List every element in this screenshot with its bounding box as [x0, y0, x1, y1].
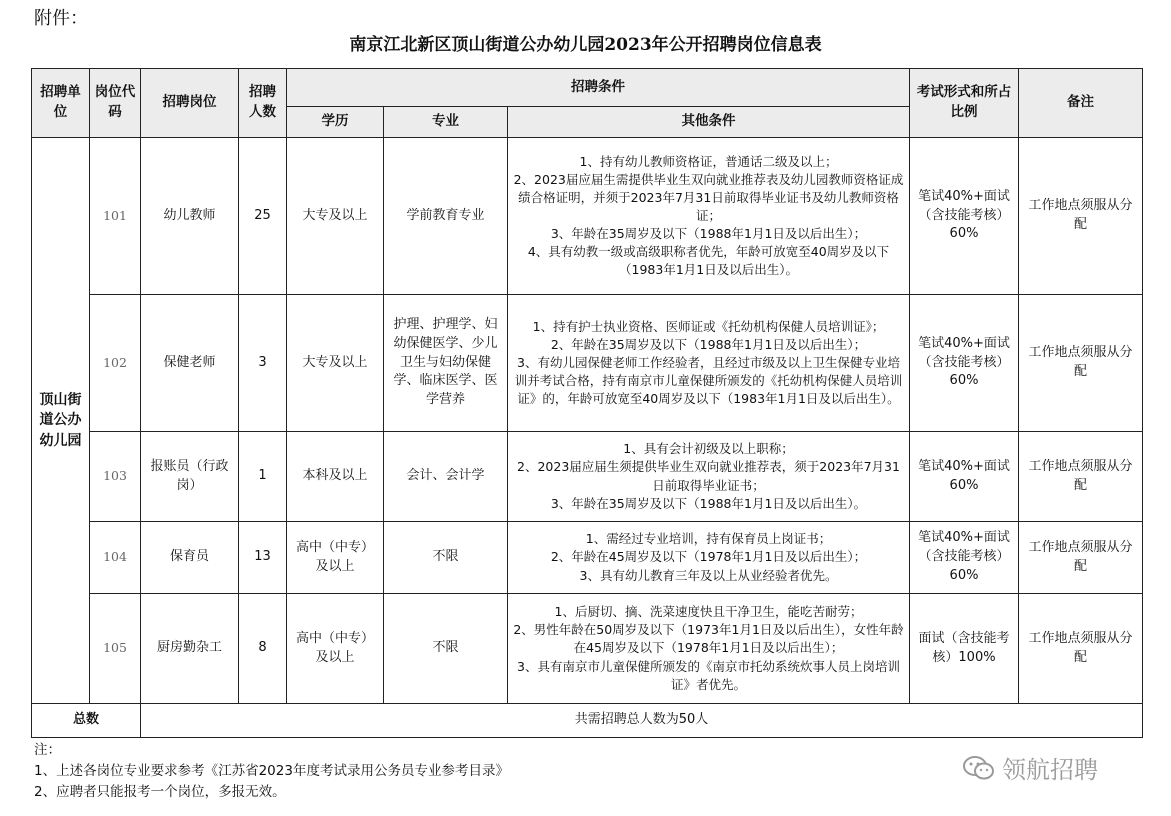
condition-item: 2、年龄在45周岁及以下（1978年1月1日及以后出生）；: [550, 549, 867, 565]
major: 不限: [384, 522, 508, 594]
position-count: 13: [239, 522, 287, 594]
other-conditions: [508, 295, 910, 432]
header-other: 其他条件: [508, 107, 910, 138]
wechat-icon: [962, 754, 996, 782]
header-conditions: 招聘条件: [287, 69, 910, 107]
position-code: 101: [90, 138, 141, 295]
position-name: 保健老师: [141, 295, 239, 432]
unit-name: 顶山街道公办幼儿园: [32, 138, 90, 704]
remark: 工作地点须服从分配: [1019, 522, 1143, 594]
education: 大专及以上: [287, 295, 384, 432]
header-education: 学历: [287, 107, 384, 138]
major: 会计、会计学: [384, 432, 508, 522]
header-exam: 考试形式和所占比例: [910, 69, 1019, 138]
condition-item: 3、年龄在35周岁及以下（1988年1月1日及以后出生）。: [550, 495, 867, 511]
remark: 工作地点须服从分配: [1019, 138, 1143, 295]
watermark: [962, 750, 1098, 785]
header-count: 招聘人数: [239, 69, 287, 138]
exam-ratio: 笔试40%+面试（含技能考核）60%: [910, 138, 1019, 295]
table-row: [32, 522, 1143, 594]
recruitment-table: [31, 68, 1143, 738]
total-row: [32, 704, 1143, 738]
header-major: 专业: [384, 107, 508, 138]
total-text: 共需招聘总人数为50人: [141, 704, 1143, 738]
exam-ratio: 面试（含技能考核）100%: [910, 594, 1019, 704]
education: 本科及以上: [287, 432, 384, 522]
other-conditions: [508, 522, 910, 594]
condition-item: 2、2023届应届生须提供毕业生双向就业推荐表，须于2023年7月31日前取得毕业证书；: [517, 459, 900, 493]
total-label: 总数: [32, 704, 141, 738]
major: 学前教育专业: [384, 138, 508, 295]
condition-item: 2、2023届应届生需提供毕业生双向就业推荐表及幼儿园教师资格证成绩合格证明，并须于2023年7月31日前取得毕业证书及幼儿教师资格证；: [513, 171, 904, 223]
other-conditions: [508, 594, 910, 704]
education: 高中（中专）及以上: [287, 594, 384, 704]
condition-item: 1、持有幼儿教师资格证，普通话二级及以上；: [579, 153, 838, 169]
position-name: 保育员: [141, 522, 239, 594]
exam-ratio: 笔试40%+面试（含技能考核）60%: [910, 522, 1019, 594]
other-conditions: [508, 432, 910, 522]
condition-item: 1、需经过专业培训，持有保育员上岗证书；: [585, 531, 832, 547]
major: 不限: [384, 594, 508, 704]
condition-item: 2、年龄在35周岁及以下（1988年1月1日及以后出生）；: [550, 336, 867, 352]
position-count: 25: [239, 138, 287, 295]
position-count: 3: [239, 295, 287, 432]
header-unit: 招聘单位: [32, 69, 90, 138]
remark: 工作地点须服从分配: [1019, 432, 1143, 522]
position-code: 102: [90, 295, 141, 432]
attachment-label: 附件：: [34, 8, 88, 29]
position-name: 厨房勤杂工: [141, 594, 239, 704]
notes-title: 注：: [34, 742, 61, 758]
condition-item: 3、有幼儿园保健老师工作经验者，且经过市级及以上卫生保健专业培训并考试合格，持有南京市儿童保健所颁发的《托幼机构保健人员培训证》的，年龄可放宽至40周岁及以下（1983年1月1日及以后出生）。: [514, 354, 903, 407]
education: 大专及以上: [287, 138, 384, 295]
remark: 工作地点须服从分配: [1019, 295, 1143, 432]
position-count: 8: [239, 594, 287, 704]
page-title: 南京江北新区顶山街道公办幼儿园2023年公开招聘岗位信息表: [349, 35, 822, 55]
position-code: 105: [90, 594, 141, 704]
exam-ratio: 笔试40%+面试（含技能考核）60%: [910, 295, 1019, 432]
condition-item: 1、后厨切、摘、洗菜速度快且干净卫生，能吃苦耐劳；: [554, 604, 863, 620]
remark: 工作地点须服从分配: [1019, 594, 1143, 704]
condition-item: 4、具有幼教一级或高级职称者优先，年龄可放宽至40周岁及以下（1983年1月1日及以后出生）。: [527, 244, 890, 278]
position-name: 报账员（行政岗）: [141, 432, 239, 522]
table-row: [32, 432, 1143, 522]
position-code: 104: [90, 522, 141, 594]
header-position: 招聘岗位: [141, 69, 239, 138]
condition-item: 1、持有护士执业资格、医师证或《托幼机构保健人员培训证》；: [532, 318, 885, 334]
table-row: [32, 295, 1143, 432]
watermark-text: 领航招聘: [1002, 756, 1098, 784]
education: 高中（中专）及以上: [287, 522, 384, 594]
condition-item: 1、具有会计初级及以上职称；: [623, 441, 794, 457]
table-row: [32, 594, 1143, 704]
notes: [34, 740, 509, 803]
header-remark: 备注: [1019, 69, 1143, 138]
major: 护理、护理学、妇幼保健医学、少儿卫生与妇幼保健学、临床医学、医学营养: [384, 295, 508, 432]
note-item: 2、应聘者只能报考一个岗位，多报无效。: [34, 783, 286, 800]
other-conditions: [508, 138, 910, 295]
table-row: [32, 138, 1143, 295]
header-row: [32, 69, 1143, 107]
exam-ratio: 笔试40%+面试60%: [910, 432, 1019, 522]
position-code: 103: [90, 432, 141, 522]
position-name: 幼儿教师: [141, 138, 239, 295]
header-code: 岗位代码: [90, 69, 141, 138]
note-item: 1、上述各岗位专业要求参考《江苏省2023年度考试录用公务员专业参考目录》: [34, 762, 509, 779]
condition-item: 3、年龄在35周岁及以下（1988年1月1日及以后出生）；: [550, 226, 867, 242]
condition-item: 3、具有幼儿教育三年及以上从业经验者优先。: [579, 567, 838, 583]
position-count: 1: [239, 432, 287, 522]
condition-item: 2、男性年龄在50周岁及以下（1973年1月1日及以后出生），女性年龄在45周岁及以下（1978年1月1日及以后出生）；: [513, 622, 904, 656]
condition-item: 3、具有南京市儿童保健所颁发的《南京市托幼系统炊事人员上岗培训证》者优先。: [517, 658, 900, 692]
